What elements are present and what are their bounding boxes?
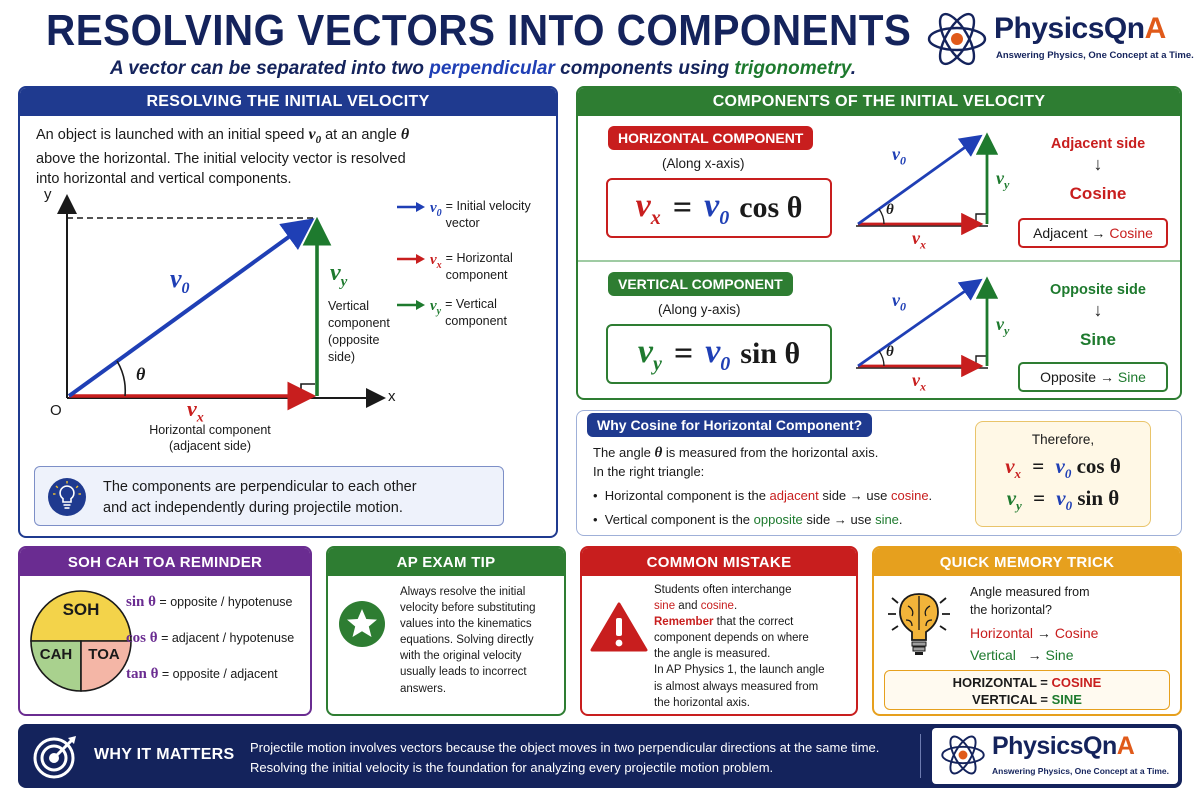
down-arrow: ↓ bbox=[1093, 154, 1103, 174]
red-arrow-icon bbox=[396, 253, 426, 265]
footer-brand bbox=[932, 728, 1178, 784]
vy-label: $v_y$ bbox=[330, 260, 348, 290]
blue-arrow-icon bbox=[396, 201, 426, 213]
horizontal-component-tag: HORIZONTAL COMPONENT bbox=[608, 126, 813, 150]
legend-item-vx: $v_x$ = Horizontal component bbox=[396, 250, 513, 284]
sine-label: Sine bbox=[1080, 330, 1116, 349]
tri-vx-label: $v_x$ bbox=[912, 228, 926, 252]
why-cosine-bullet-2: • Vertical component is the opposite side → use sine. bbox=[593, 512, 903, 527]
why-it-matters-text: Projectile motion involves vectors because the object moves in two perpendicular directions at the same time. Resolving the initial velocity is the foundation for analyzing every projectile motion problem. bbox=[250, 740, 880, 775]
panel-heading: QUICK MEMORY TRICK bbox=[874, 548, 1180, 576]
footer-divider bbox=[920, 734, 921, 778]
vy-formula-box: $v_y$ = $v_0$ sin θ bbox=[606, 324, 832, 384]
cah-label: CAH bbox=[39, 646, 73, 663]
memory-summary-horizontal: HORIZONTAL = COSINE bbox=[952, 675, 1102, 690]
memory-question: Angle measured from the horizontal? bbox=[970, 585, 1090, 617]
panel-heading: RESOLVING THE INITIAL VELOCITY bbox=[20, 88, 556, 116]
soh-row-cos: cos θ = adjacent / hypotenuse bbox=[126, 630, 295, 646]
opposite-side-label: Opposite side bbox=[1050, 282, 1146, 298]
subtitle-trigonometry: trigonometry bbox=[734, 58, 851, 79]
footer-brand-tagline: Answering Physics, One Concept at a Time. bbox=[992, 766, 1169, 776]
x-axis-label: x bbox=[388, 388, 396, 405]
why-cosine-line2: In the right triangle: bbox=[593, 464, 705, 479]
atom-icon bbox=[926, 8, 988, 70]
vertical-triangle bbox=[850, 272, 1000, 382]
tri2-v0-label: $v_0$ bbox=[892, 290, 906, 314]
why-it-matters-title: WHY IT MATTERS bbox=[94, 746, 235, 763]
tri-theta-label: θ bbox=[886, 202, 894, 218]
why-it-matters-bar bbox=[18, 724, 1182, 788]
why-cosine-panel bbox=[576, 410, 1182, 536]
footer-brand-name: PhysicsQnA bbox=[992, 732, 1135, 760]
green-arrow-icon bbox=[396, 299, 426, 311]
along-x-label: (Along x-axis) bbox=[662, 156, 745, 171]
brain-icon bbox=[884, 588, 954, 660]
memory-trick-panel bbox=[872, 546, 1182, 716]
angle-arc bbox=[117, 361, 125, 396]
legend-item-v0: $v_0$ = Initial velocity vector bbox=[396, 198, 531, 232]
panel-heading: COMMON MISTAKE bbox=[582, 548, 856, 576]
horizontal-triangle bbox=[850, 126, 1000, 236]
therefore-label: Therefore, bbox=[1031, 432, 1095, 447]
tri2-theta-label: θ bbox=[886, 344, 894, 360]
toa-label: TOA bbox=[88, 646, 120, 663]
panel-heading: COMPONENTS OF THE INITIAL VELOCITY bbox=[578, 88, 1180, 116]
memory-horizontal-row: Horizontal → Cosine bbox=[970, 625, 1099, 641]
memory-summary-box bbox=[884, 670, 1170, 710]
brand-tagline: Answering Physics, One Concept at a Time. bbox=[996, 50, 1194, 61]
v0-label: $v_0$ bbox=[170, 264, 190, 298]
warning-icon bbox=[590, 602, 648, 652]
y-axis-label: y bbox=[44, 186, 52, 203]
subtitle-text: A vector can be separated into two bbox=[110, 58, 430, 79]
down-arrow-2: ↓ bbox=[1093, 300, 1103, 320]
common-mistake-panel bbox=[580, 546, 858, 716]
target-icon bbox=[32, 734, 78, 780]
legend-item-vy: $v_y$ = Vertical component bbox=[396, 296, 507, 330]
tri-vy-label: $v_y$ bbox=[996, 168, 1010, 192]
vertical-component-label: Vertical component (opposite side) bbox=[328, 299, 390, 364]
vx-label: $v_x$ bbox=[187, 396, 204, 426]
panel-heading: SOH CAH TOA REMINDER bbox=[20, 548, 310, 576]
adjacent-cosine-box: Adjacent → Cosine bbox=[1018, 218, 1168, 248]
why-cosine-bullet-1: • Horizontal component is the adjacent side → use cosine. bbox=[593, 488, 933, 503]
adjacent-side-label: Adjacent side bbox=[1050, 136, 1146, 152]
subtitle-text-mid: components using bbox=[554, 58, 735, 79]
brand-name: PhysicsQnA bbox=[994, 12, 1166, 45]
intro-text: An object is launched with an initial speed $v_0$ at an angle θ above the horizontal. The initial velocity vector is resolved into horizontal and vertical components. bbox=[36, 126, 410, 188]
horizontal-component-label: Horizontal component (adjacent side) bbox=[149, 423, 271, 454]
mistake-text: Students often interchange sine and cosine. Remember that the correct component depends on where the angle is measured. In AP Physics 1, the launch angle is almost always measured from the horizontal axis. bbox=[654, 584, 825, 709]
therefore-formula-vy: $v_y = v_0$ sin θ bbox=[1006, 486, 1120, 514]
why-cosine-line1: The angle θ is measured from the horizontal axis. bbox=[593, 445, 879, 461]
divider bbox=[578, 260, 1180, 262]
tri2-vy-label: $v_y$ bbox=[996, 314, 1010, 338]
soh-cah-toa-panel bbox=[18, 546, 312, 716]
tri-v0-label: $v_0$ bbox=[892, 144, 906, 168]
ap-exam-tip-panel bbox=[326, 546, 566, 716]
soh-row-tan: tan θ = opposite / adjacent bbox=[126, 666, 278, 682]
components-panel bbox=[576, 86, 1182, 400]
opposite-sine-box: Opposite → Sine bbox=[1018, 362, 1168, 392]
subtitle-perpendicular: perpendicular bbox=[429, 58, 555, 79]
cosine-label: Cosine bbox=[1069, 184, 1127, 203]
page-subtitle bbox=[110, 58, 856, 80]
therefore-formula-vx: $v_x = v_0$ cos θ bbox=[1005, 454, 1121, 482]
theta-label: θ bbox=[136, 364, 146, 384]
soh-label: SOH bbox=[62, 600, 100, 619]
vx-formula-box: $v_x$ = $v_0$ cos θ bbox=[606, 178, 832, 238]
panel-heading: AP EXAM TIP bbox=[328, 548, 564, 576]
page-title: RESOLVING VECTORS INTO COMPONENTS bbox=[46, 6, 912, 55]
tri2-vx-label: $v_x$ bbox=[912, 370, 926, 394]
therefore-box bbox=[975, 421, 1151, 527]
origin-label: O bbox=[50, 402, 62, 419]
why-cosine-tag: Why Cosine for Horizontal Component? bbox=[587, 413, 872, 437]
along-y-label: (Along y-axis) bbox=[658, 302, 741, 317]
note-box bbox=[34, 466, 504, 526]
vertical-component-tag: VERTICAL COMPONENT bbox=[608, 272, 793, 296]
brand-logo bbox=[924, 6, 1194, 76]
initial-velocity-panel bbox=[18, 86, 558, 538]
footer-atom-icon bbox=[940, 732, 986, 778]
memory-summary-vertical: VERTICAL = SINE bbox=[972, 692, 1082, 707]
star-badge-icon bbox=[338, 600, 386, 648]
subtitle-end: . bbox=[850, 58, 857, 79]
memory-vertical-row: Vertical → Sine bbox=[970, 647, 1074, 663]
lightbulb-icon bbox=[47, 477, 87, 517]
v0-arrow bbox=[69, 223, 308, 396]
note-text: The components are perpendicular to each other and act independently during projectile motion. bbox=[103, 479, 417, 516]
ap-tip-text: Always resolve the initial velocity before substituting values into the kinematics equations. Solving directly with the original velocity usually leads to incorrect answers. bbox=[400, 586, 536, 695]
soh-row-sin: sin θ = opposite / hypotenuse bbox=[126, 594, 293, 610]
